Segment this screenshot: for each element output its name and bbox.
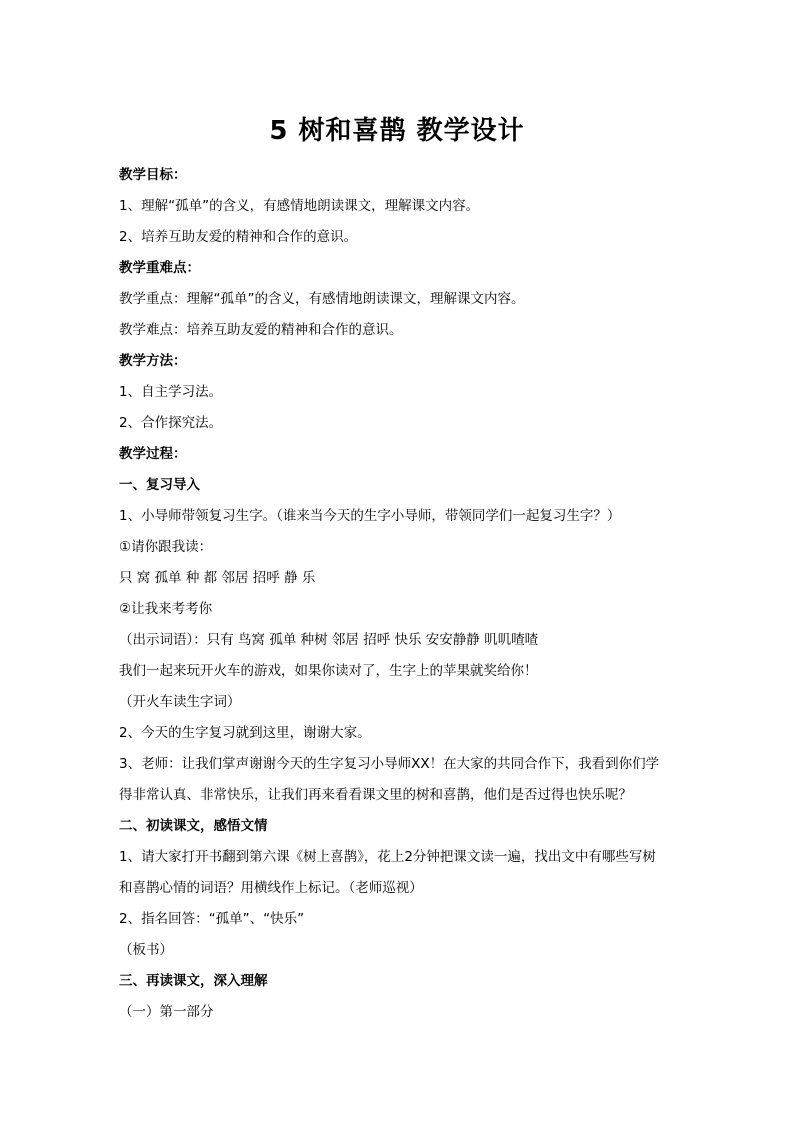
document-body xyxy=(119,160,679,1028)
section-heading: 三、再读课文，深入理解 xyxy=(119,973,268,989)
section-heading: 一、复习导入 xyxy=(119,477,200,493)
paragraph-line: ②让我来考考你 xyxy=(119,601,213,617)
paragraph-line: 教学重点：理解“孤单”的含义，有感情地朗读课文，理解课文内容。 xyxy=(119,291,525,307)
paragraph-line: 3、老师：让我们掌声谢谢今天的生字复习小导师XX！在大家的共同合作下，我看到你们学 xyxy=(119,756,660,772)
paragraph-line: （一）第一部分 xyxy=(119,1004,214,1020)
document-title: 5 树和喜鹊 教学设计 xyxy=(269,116,525,146)
paragraph-line: 和喜鹊心情的词语？用横线作上标记。（老师巡视） xyxy=(119,880,423,896)
section-heading: 二、初读课文，感悟文情 xyxy=(119,818,268,834)
paragraph-line: 2、指名回答：“孤单”、“快乐” xyxy=(119,911,305,927)
section-heading: 教学方法： xyxy=(119,353,187,369)
paragraph-line: （开火车读生字词） xyxy=(119,694,241,710)
paragraph-line: 1、请大家打开书翻到第六课《树上喜鹊》，花上2分钟把课文读一遍，找出文中有哪些写树 xyxy=(119,849,656,865)
section-heading: 教学重难点： xyxy=(119,260,200,276)
paragraph-line: 只 窝 孤单 种 都 邻居 招呼 静 乐 xyxy=(119,570,316,586)
paragraph-line: 得非常认真、非常快乐，让我们再来看看课文里的树和喜鹊，他们是否过得也快乐呢？ xyxy=(119,787,632,803)
section-heading: 教学过程： xyxy=(119,446,187,462)
section-heading: 教学目标： xyxy=(119,167,187,183)
paragraph-line: 1、理解“孤单”的含义，有感情地朗读课文，理解课文内容。 xyxy=(119,198,480,214)
paragraph-line: （板书） xyxy=(119,942,173,958)
paragraph-line: 2、培养互助友爱的精神和合作的意识。 xyxy=(119,229,358,245)
paragraph-line: 2、今天的生字复习就到这里，谢谢大家。 xyxy=(119,725,371,741)
paragraph-line: 1、自主学习法。 xyxy=(119,384,223,400)
paragraph-line: 教学难点：培养互助友爱的精神和合作的意识。 xyxy=(119,322,403,338)
paragraph-line: 我们一起来玩开火车的游戏，如果你读对了，生字上的苹果就奖给你！ xyxy=(119,663,538,679)
paragraph-line: 2、合作探究法。 xyxy=(119,415,223,431)
paragraph-line: 1、小导师带领复习生字。（谁来当今天的生字小导师，带领同学们一起复习生字？） xyxy=(119,508,621,524)
paragraph-line: ①请你跟我读： xyxy=(119,539,213,555)
paragraph-line: （出示词语）：只有 鸟窝 孤单 种树 邻居 招呼 快乐 安安静静 叽叽喳喳 xyxy=(119,632,539,648)
